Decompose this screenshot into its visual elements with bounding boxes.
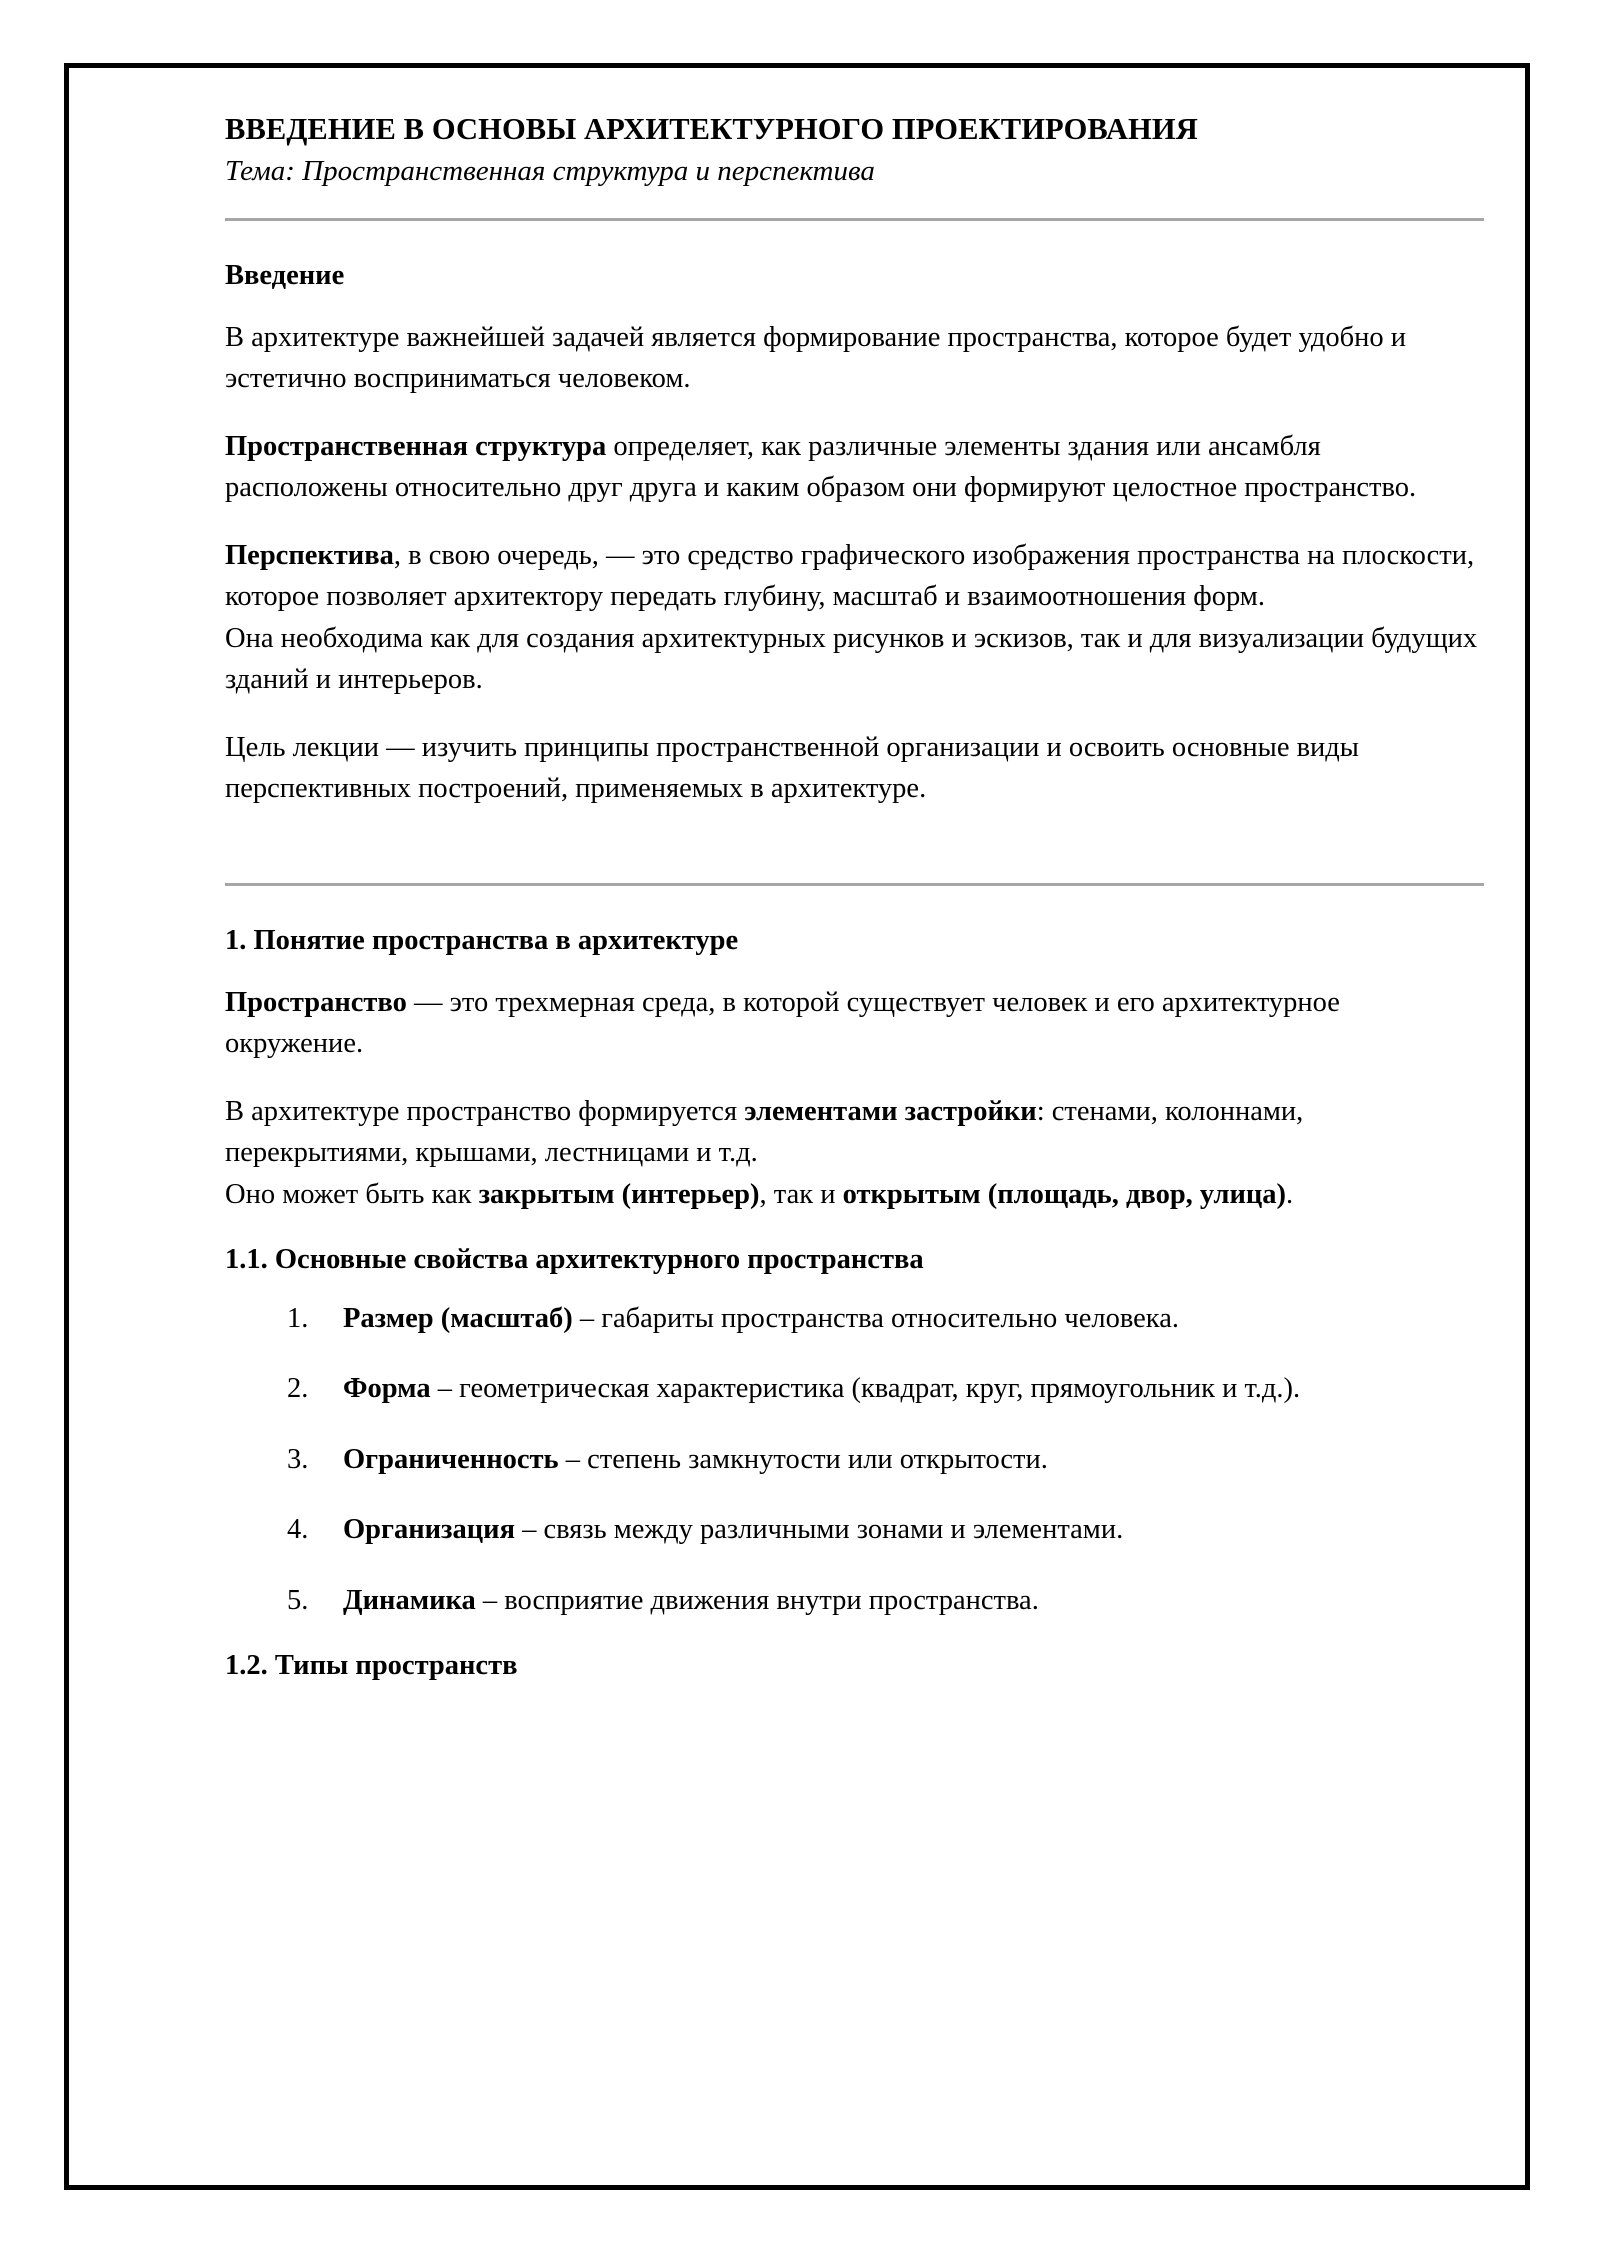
term-spatial-structure: Пространственная структура [225,430,607,462]
document-page [64,63,1530,2190]
term-closed-interior: закрытым (интерьер) [478,1178,760,1210]
properties-list [225,1298,1485,1621]
heading-section-1: 1. Понятие пространства в архитектуре [225,924,739,956]
property-definition: – восприятие движения внутри пространства. [475,1584,1039,1616]
property-definition: – связь между различными зонами и элементами. [515,1514,1124,1546]
list-item [225,1509,1485,1550]
property-term: Размер (масштаб) [343,1302,573,1334]
property-term: Организация [343,1514,516,1546]
heading-introduction: Введение [225,259,345,291]
list-item [225,1580,1485,1621]
section-1-paragraph-3 [225,1174,1485,1215]
intro-paragraph-1: В архитектуре важнейшей задачей является формирование пространства, которое будет удобно и эстетично восприниматься человеком. [225,321,1407,395]
section-1-paragraph-1-text: — это трехмерная среда, в которой существует человек и его архитектурное окружение. [225,986,1340,1060]
spacer [225,886,1485,922]
property-definition: – габариты пространства относительно человека. [572,1302,1179,1334]
list-item [225,1439,1485,1480]
intro-paragraph-2-text: определяет, как различные элементы здания или ансамбля расположены относительно друг друга и каким образом они формируют целостное пространство. [225,430,1417,504]
heading-section-1-2: 1.2. Типы пространств [225,1649,518,1681]
section-1-paragraph-3-lead: Оно может быть как [225,1178,479,1210]
section-1-paragraph-1 [225,982,1485,1065]
section-1-paragraph-2-tail: : стенами, колоннами, перекрытиями, крышами, лестницами и т.д. [225,1095,1304,1169]
section-1 [225,922,1485,1686]
intro-paragraph-4: Она необходима как для создания архитектурных рисунков и эскизов, так и для визуализации будущих зданий и интерьеров. [225,622,1478,696]
intro-paragraph-3 [225,535,1485,618]
section-1-paragraph-3-tail: . [1286,1178,1294,1210]
intro-paragraph-5: Цель лекции — изучить принципы пространственной организации и освоить основные виды перспективных построений, применяемых в архитектуре. [225,731,1359,805]
page-subtitle: Тема: Пространственная структура и перспектива [225,154,875,187]
section-1-paragraph-2-lead: В архитектуре пространство формируется [225,1095,745,1127]
term-space: Пространство [225,986,407,1018]
spacer [225,221,1485,257]
document-content [225,110,1485,1703]
intro-paragraph-3-text: , в свою очередь, — это средство графического изображения пространства на плоскости, которое позволяет архитектору передать глубину, масштаб и взаимоотношения форм. [225,539,1475,613]
property-definition: – геометрическая характеристика (квадрат, круг, прямоугольник и т.д.). [430,1373,1301,1405]
intro-paragraph-2 [225,426,1485,509]
property-term: Динамика [343,1584,476,1616]
term-building-elements: элементами застройки [744,1095,1037,1127]
list-item [225,1368,1485,1409]
property-term: Ограниченность [343,1443,559,1475]
heading-section-1-1: 1.1. Основные свойства архитектурного пространства [225,1244,924,1276]
property-term: Форма [343,1373,431,1405]
term-perspective: Перспектива [225,539,394,571]
spacer [225,836,1485,856]
list-item [225,1298,1485,1339]
page-title: ВВЕДЕНИЕ В ОСНОВЫ АРХИТЕКТУРНОГО ПРОЕКТИРОВАНИЯ [225,112,1198,146]
property-definition: – степень замкнутости или открытости. [558,1443,1048,1475]
term-open-square: открытым (площадь, двор, улица) [842,1178,1287,1210]
section-1-paragraph-3-mid: , так и [759,1178,843,1210]
section-1-paragraph-2 [225,1091,1485,1174]
